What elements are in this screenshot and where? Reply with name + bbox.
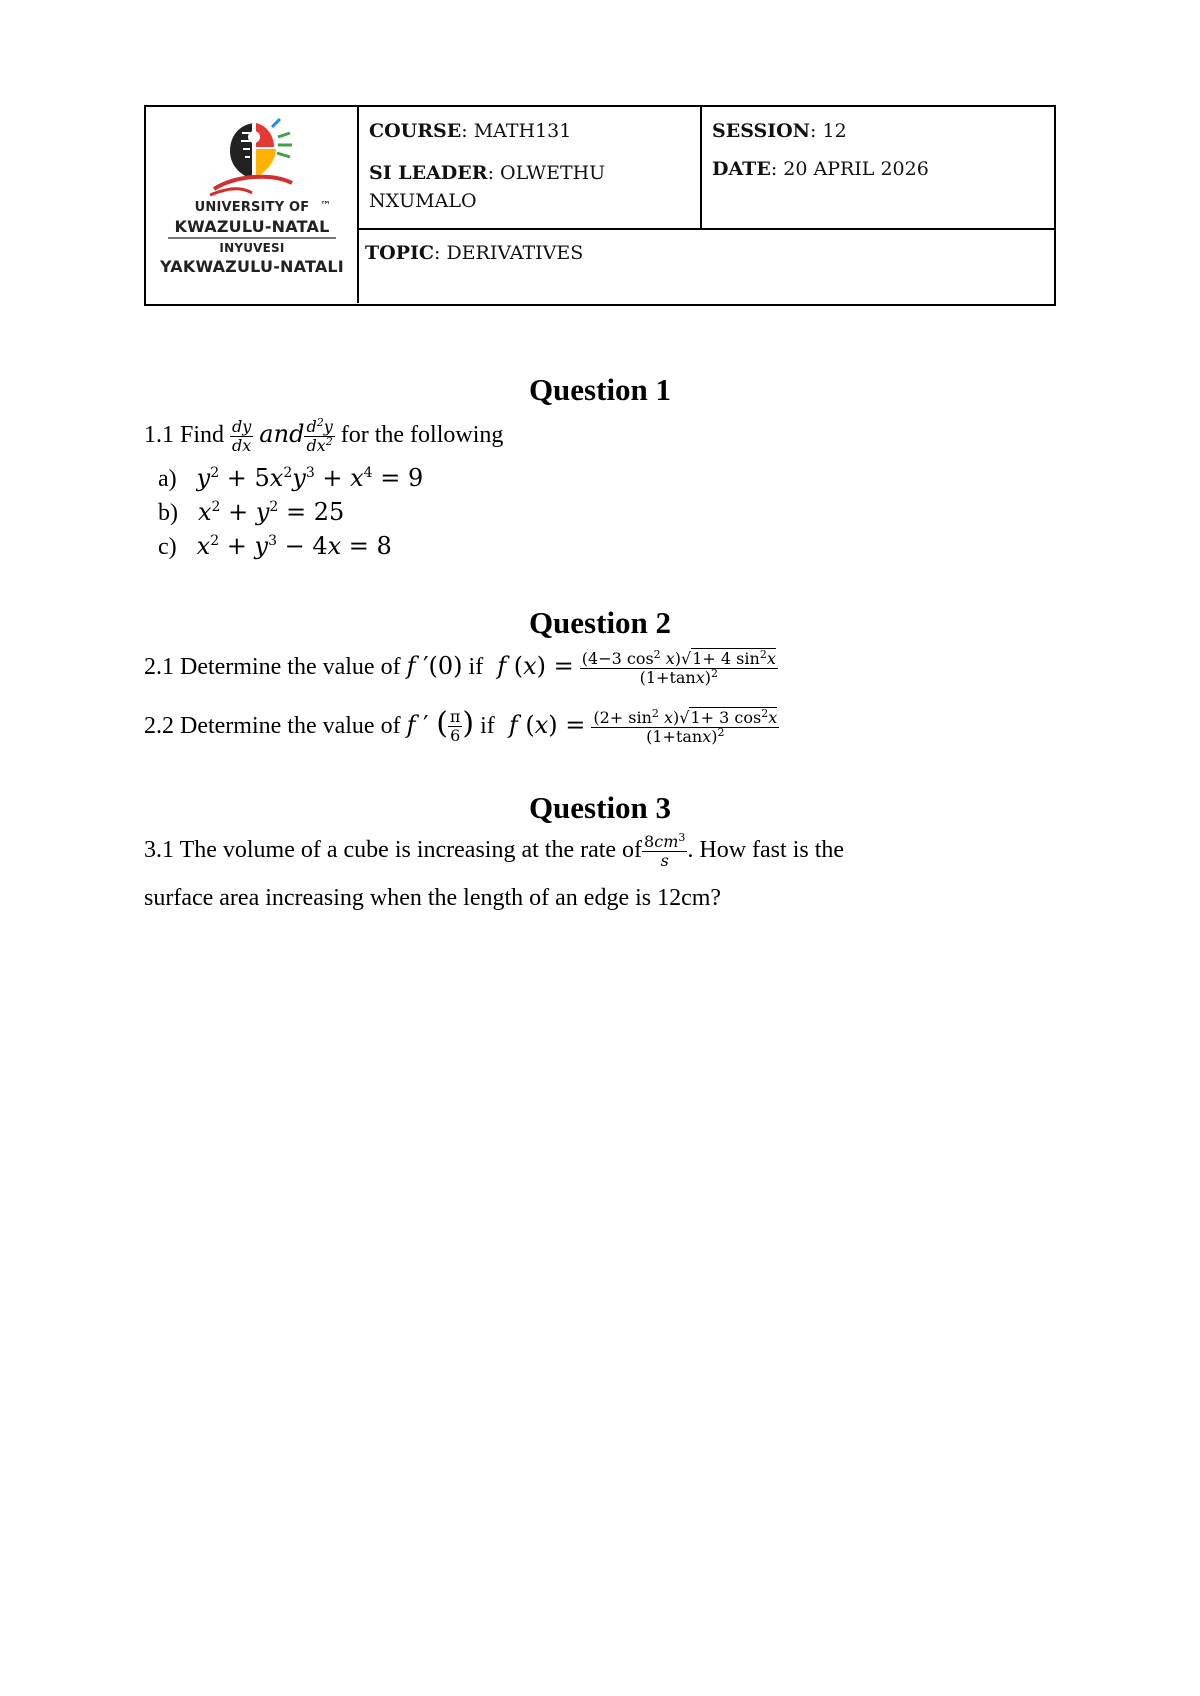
university-logo (146, 107, 358, 303)
q1-item-a-equation: $y^2 + 5x^2y^3 + x^4 = 9$ (196, 464, 424, 492)
logo-separator (168, 237, 336, 239)
q1-item-c-label: c) (158, 534, 177, 560)
date-label: DATE (712, 158, 771, 180)
topic-field (365, 239, 583, 267)
logo-line-3: INYUVESI (219, 241, 285, 255)
q2-part-2-if: if (480, 713, 495, 739)
q2-part-1-fx: f (x) = (497, 652, 574, 681)
logo-line-2: KWAZULU-NATAL (174, 217, 330, 236)
course-field (369, 117, 571, 145)
session-field (712, 117, 847, 145)
session-value: : 12 (810, 120, 847, 142)
si-leader-field (369, 159, 605, 215)
q2-part-1-if: if (468, 654, 484, 681)
q3-line-1 (144, 833, 844, 870)
q1-intro-prefix: 1.1 Find (144, 422, 225, 449)
q2-part-2-fprime: f ′ ( $\frac{\pi}{6}$ ) (406, 706, 475, 745)
q2-part-2-fx: f (x) = (508, 711, 586, 739)
question-2-title: Question 2 (528, 605, 672, 640)
q2-part-2-prefix: 2.2 Determine the value of (144, 713, 401, 739)
q1-and: and (259, 420, 305, 449)
q1-intro-suffix: for the following (340, 422, 504, 449)
q1-item-c (158, 532, 392, 561)
dy-dx-fraction: $\frac{dy}{dx}$ (232, 417, 252, 455)
q3-line-2: surface area increasing when the length of an edge is 12cm? (144, 885, 722, 911)
header-table (144, 105, 1056, 306)
q2-part-1-fprime: f ′(0) (406, 652, 463, 681)
q2-part-1-prefix: 2.1 Determine the value of (144, 654, 401, 681)
course-label: COURSE (369, 120, 462, 142)
q2-part-2 (144, 706, 779, 746)
course-value: : MATH131 (461, 120, 572, 142)
q2-part-1 (144, 650, 778, 687)
si-leader-label: SI LEADER (369, 162, 488, 184)
question-3-title: Question 3 (528, 790, 672, 825)
rate-fraction: $\frac{8cm^3}{s}$ (644, 831, 686, 870)
logo-tm: ™ (320, 199, 331, 212)
header-divider-2 (700, 107, 702, 229)
q3-line-1-prefix: 3.1 The volume of a cube is increasing at the rate of (144, 837, 643, 864)
topic-value: : DERIVATIVES (434, 242, 584, 264)
header-row-divider (357, 228, 1054, 230)
session-label: SESSION (712, 120, 811, 142)
q3-line-1-suffix: . How fast is the (687, 837, 845, 864)
question-1-title: Question 1 (528, 372, 672, 407)
q1-item-b (158, 498, 344, 527)
topic-label: TOPIC (365, 242, 434, 264)
q2-part-2-fraction: $\frac{(2+ \sin^2 x)√1+ 3 \cos^2x}{(1+\tan x)^2}$ (593, 706, 778, 746)
q2-part-1-fraction: $\frac{(4-3 \cos^2 x)√1+ 4 \sin^2x}{(1+\tan x)^2}$ (581, 648, 776, 687)
date-field (712, 155, 929, 183)
q1-item-a-label: a) (158, 466, 177, 492)
si-leader-value-2: NXUMALO (369, 190, 477, 212)
date-value: : 20 APRIL 2026 (770, 158, 929, 180)
q1-item-a (158, 464, 423, 493)
q1-intro (144, 418, 503, 455)
d2y-dx2-fraction: $\frac{d^2y}{dx^2}$ (306, 416, 333, 455)
logo-line-4: YAKWAZULU-NATALI (160, 257, 344, 276)
logo-line-1: UNIVERSITY OF (194, 200, 310, 215)
q1-item-b-label: b) (158, 500, 178, 526)
q1-item-c-equation: $x^2 + y^3 - 4x = 8$ (196, 532, 392, 560)
q1-item-b-equation: $x^2 + y^2 = 25$ (198, 498, 345, 526)
si-leader-value-1: : OLWETHU (487, 162, 606, 184)
